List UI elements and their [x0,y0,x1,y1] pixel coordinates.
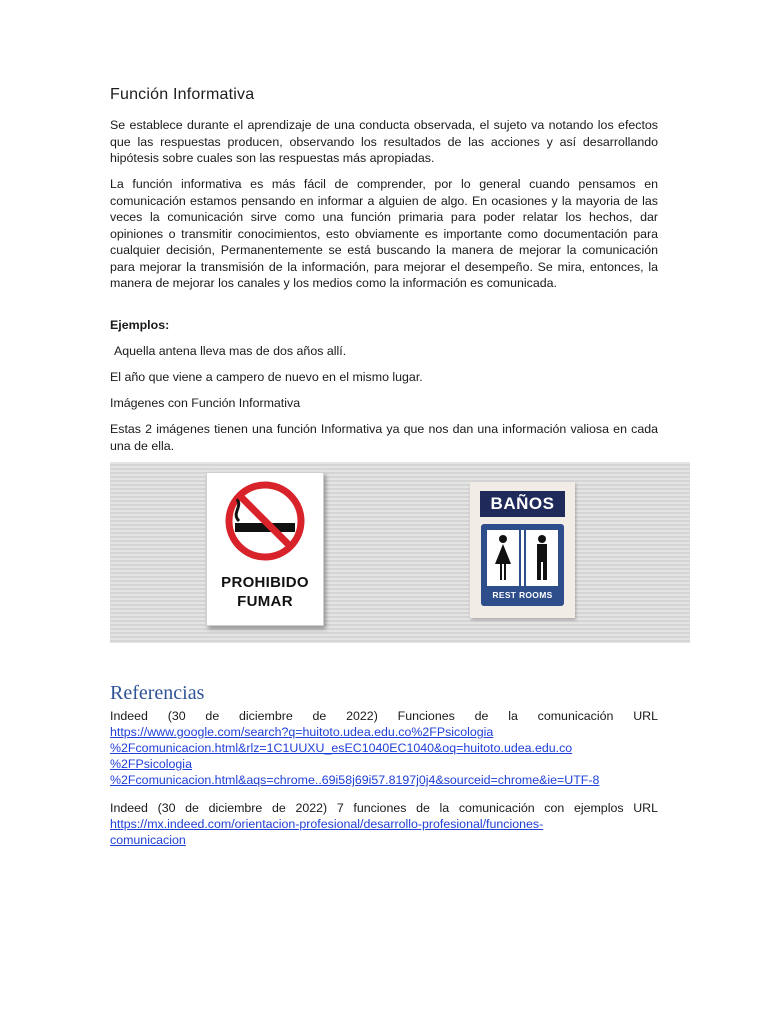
no-smoking-sign [206,472,324,626]
reference-1-link-line-1[interactable]: https://www.google.com/search?q=huitoto.udea.edu.co%2FPsicologia [110,725,494,739]
restrooms-subtitle: REST ROOMS [492,590,553,600]
reference-1 [110,708,658,788]
example-2: El año que viene a campero de nuevo en el mismo lugar. [110,370,423,384]
reference-2-text: Indeed (30 de diciembre de 2022) 7 funciones de la comunicación con ejemplos URL [110,801,658,815]
images-label: Imágenes con Función Informativa [110,396,301,410]
references-title: Referencias [110,682,205,704]
reference-1-link-line-4[interactable]: %2Fcomunicacion.html&aqs=chrome..69i58j69i57.8197j0j4&sourceid=chrome&ie=UTF-8 [110,773,600,787]
paragraph-2: La función informativa es más fácil de comprender, por lo general cuando pensamos en comunicación estamos pensando en informar a alguien de algo. En ocasiones y la mayoria de las veces la comunicación sirve como una función primaria para poder relatar los hechos, dar opiniones o transmitir conocimientos, esto obviamente es importante como documentación para cualquier decisión, Permanentemente se está buscando la manera de mejorar la comunicación para mejorar la transmisión de la información, para mejorar el desempeño. Se mira, entonces, la manera de mejorar los canales y los medios como la información es comunicada. [110,177,658,290]
restrooms-panel [481,524,564,606]
reference-2-link-line-2[interactable]: comunicacion [110,833,186,847]
reference-2 [110,800,658,848]
reference-1-text: Indeed (30 de diciembre de 2022) Funciones de la comunicación URL [110,709,658,723]
images-band [110,462,690,643]
restrooms-title: BAÑOS [480,491,565,517]
examples-label: Ejemplos: [110,318,170,332]
example-1: Aquella antena lleva mas de dos años allí. [114,344,347,358]
reference-1-link-line-2[interactable]: %2Fcomunicacion.html&rlz=1C1UUXU_esEC1040EC1040&oq=huitoto.udea.edu.co [110,741,573,755]
reference-1-link-line-3[interactable]: %2FPsicologia [110,757,192,771]
restrooms-sign [470,482,575,618]
paragraph-3: Estas 2 imágenes tienen una función Informativa ya que nos dan una información valiosa en cada una de ella. [110,422,658,453]
no-smoking-line-1: PROHIBIDO [221,574,309,591]
section-heading: Función Informativa [110,86,255,103]
paragraph-1: Se establece durante el aprendizaje de una conducta observada, el sujeto va notando los efectos que las respuestas producen, observando los resultados de las acciones y así desarrollando hipótesis sobre cuales son las respuestas más apropiadas. [110,118,658,165]
no-smoking-line-2: FUMAR [237,593,293,610]
no-smoking-icon [213,479,317,563]
reference-2-link-line-1[interactable]: https://mx.indeed.com/orientacion-profesional/desarrollo-profesional/funciones- [110,817,544,831]
